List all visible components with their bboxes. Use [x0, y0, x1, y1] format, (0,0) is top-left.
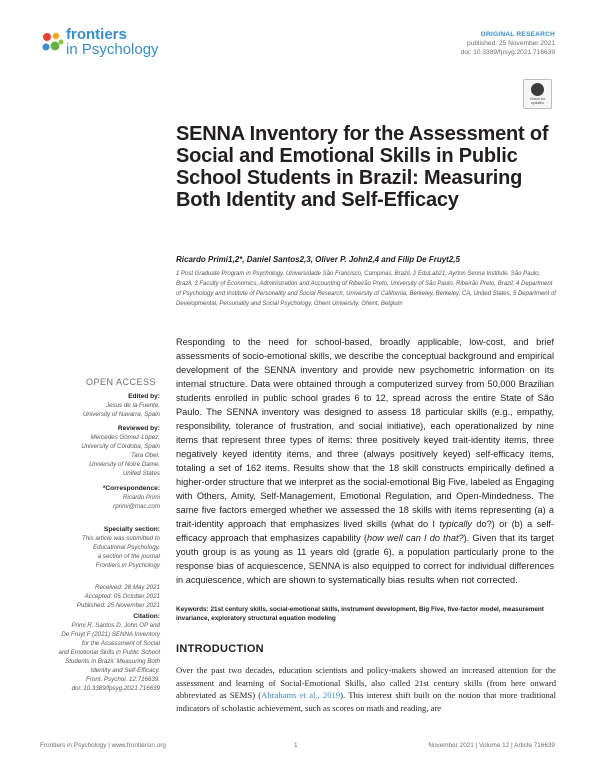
- correspondence: [20, 484, 160, 511]
- article-meta: [461, 30, 555, 57]
- frontiers-logo-icon: [41, 31, 65, 55]
- article-type: ORIGINAL RESEARCH: [480, 31, 555, 38]
- introduction-text: [176, 664, 556, 714]
- check-updates-label: Check for updates: [529, 97, 546, 105]
- keywords-label: Keywords:: [176, 606, 209, 613]
- abstract-text-2: do?) or (b) a self-efficacy approach that emphasizes capability (: [176, 519, 554, 543]
- citation-line: Identity and Self-Efficacy.: [90, 667, 160, 674]
- dates: [20, 583, 160, 610]
- abstract: [176, 335, 554, 587]
- specialty-section: [20, 525, 160, 570]
- accepted-date: Accepted: 05 October 2021: [84, 593, 160, 600]
- edited-by: [20, 392, 160, 419]
- intro-text-2: ). This interest shift built on the notion that more traditional indicators of scholastic achievement, such as scores on math and reading, are: [176, 690, 557, 713]
- abstract-text-3: ). Given that its target youth group is as young as 11 years old (grade 6), a population particularly prone to the response bias of acquiescence, SENNA is also equipped to correct for individual differences in acquiescence, which are shown to systematically bias results when not corrected.: [176, 533, 554, 585]
- keywords-list: 21st century skills, social-emotional skills, instrument development, Big Five, five-factor model, measurement invariance, exploratory structural equation modeling: [176, 606, 544, 622]
- citation-line: De Fruyt F (2021) SENNA Inventory: [61, 631, 160, 638]
- journal-logo[interactable]: [66, 27, 159, 57]
- abstract-emphasis-1: typically: [439, 519, 472, 529]
- article-title: SENNA Inventory for the Assessment of Social and Emotional Skills in Public School Students in Brazil: Measuring Both Identity and Self-Efficacy: [176, 123, 549, 211]
- citation-line: doi: 10.3389/fpsyg.2021.716639: [71, 685, 160, 692]
- check-updates-icon: [531, 83, 544, 96]
- specialty-line: a section of the journal: [97, 553, 160, 560]
- reviewer-line: Tara Ober,: [130, 452, 160, 459]
- intro-text-1: Over the past two decades, education scientists and policy-makers showed an increased attention for the assessment and learning of Social-Emotional Skills, also called 21st century skills (from here onward abbreviated as SEMS) (: [176, 665, 556, 700]
- citation-link[interactable]: Abrahams et al., 2019: [261, 690, 341, 700]
- footer-journal-link[interactable]: Frontiers in Psychology | www.frontiersin.org: [40, 742, 166, 749]
- correspondence-email[interactable]: rprimi@mac.com: [113, 503, 160, 510]
- editor-affiliation: University of Navarra, Spain: [82, 411, 160, 418]
- specialty-line: This article was submitted to: [81, 535, 160, 542]
- citation-line: and Emotional Skills in Public School: [58, 649, 160, 656]
- reviewed-by: [20, 424, 160, 478]
- edited-by-label: Edited by:: [128, 393, 160, 400]
- specialty-line: Educational Psychology,: [93, 544, 160, 551]
- page-number: 1: [294, 742, 298, 749]
- abstract-text-1: Responding to the need for school-based, broadly applicable, low-cost, and brief assessments of socio-emotional skills, we describe the conceptual background and empirical development of the SENNA inventory and provide new psychometric information on its internal structure. Data were obtained through a computerized survey from 50,000 Brazilian students enrolled in public school grades 6 to 12, spread across the entire State of São Paulo. The SENNA inventory was designed to assess 18 particular skills (e.g., empathy, responsibility, tolerance of frustration, and social initiative), each operationalized by nine items that represent three types of items: three positively keyed trait-identity items, three negatively keyed identity items, and three (always positively keyed) self-efficacy items, totaling a set of 162 items. Results show that the 18 skill constructs empirically defined a higher-order structure that we interpret as the social-emotional Big Five, labeled as Engaging with Others, Amity, Self-Management, Emotional Regulation, and Open-Mindedness. The same five factors emerged whether we assessed the 18 skills with items representing (a) a trait-identity approach that emphasizes lived skills (what do I: [176, 337, 554, 529]
- specialty-label: Specialty section:: [103, 526, 160, 533]
- doi[interactable]: doi: 10.3389/fpsyg.2021.716639: [460, 49, 555, 56]
- published-date-side: Published: 25 November 2021: [76, 602, 160, 609]
- open-access-label: OPEN ACCESS: [86, 377, 157, 387]
- reviewed-by-label: Reviewed by:: [117, 425, 160, 432]
- editor-name: Jesus de la Fuente,: [105, 402, 160, 409]
- citation-line: Primi R, Santos D, John OP and: [71, 622, 160, 629]
- abstract-emphasis-2: how well can I do that?: [366, 533, 464, 543]
- authors: Ricardo Primi1,2*, Daniel Santos2,3, Oliver P. John2,4 and Filip De Fruyt2,5: [176, 255, 460, 264]
- affiliations: 1 Post Graduate Program in Psychology, Universidade São Francisco, Campinas, Brazil, 2 EduLab21, Ayrton Senna Institute, São Paulo, Brazil, 3 Faculty of Economics, Administration and Accounting of Ribeirão Preto, University of São Paulo, Ribeirão Preto, Brazil, 4 Department of Psychology and Institute of Personality and Social Research, University of California, Berkeley, Berkeley, CA, United States, 5 Department of Developmental, Personality and Social Psychology, Ghent University, Ghent, Belgium: [176, 271, 556, 307]
- journal-name: frontiers: [66, 26, 127, 43]
- citation-line: Front. Psychol. 12:716639.: [86, 676, 160, 683]
- footer-volume: November 2021 | Volume 12 | Article 716639: [428, 742, 555, 749]
- citation-line: Students in Brazil: Measuring Both: [65, 658, 160, 665]
- reviewer-line: University of Córdoba, Spain: [81, 443, 160, 450]
- citation-label: Citation:: [133, 613, 160, 620]
- check-updates-button[interactable]: [523, 79, 552, 109]
- journal-subtitle: in Psychology: [66, 41, 159, 58]
- reviewer-line: University of Notre Dame,: [89, 461, 160, 468]
- keywords: [176, 605, 554, 623]
- section-heading-introduction: INTRODUCTION: [176, 643, 264, 655]
- received-date: Received: 28 May 2021: [94, 584, 160, 591]
- citation-line: for the Assessment of Social: [81, 640, 160, 647]
- correspondence-name: Ricardo Primi: [122, 494, 160, 501]
- correspondence-label: *Correspondence:: [102, 485, 160, 492]
- published-date: published: 25 November 2021: [467, 40, 555, 47]
- reviewer-line: Mercedes Gómez-López,: [90, 434, 160, 441]
- specialty-line: Frontiers in Psychology: [95, 562, 160, 569]
- reviewer-line: United States: [122, 470, 160, 477]
- citation: [20, 612, 160, 693]
